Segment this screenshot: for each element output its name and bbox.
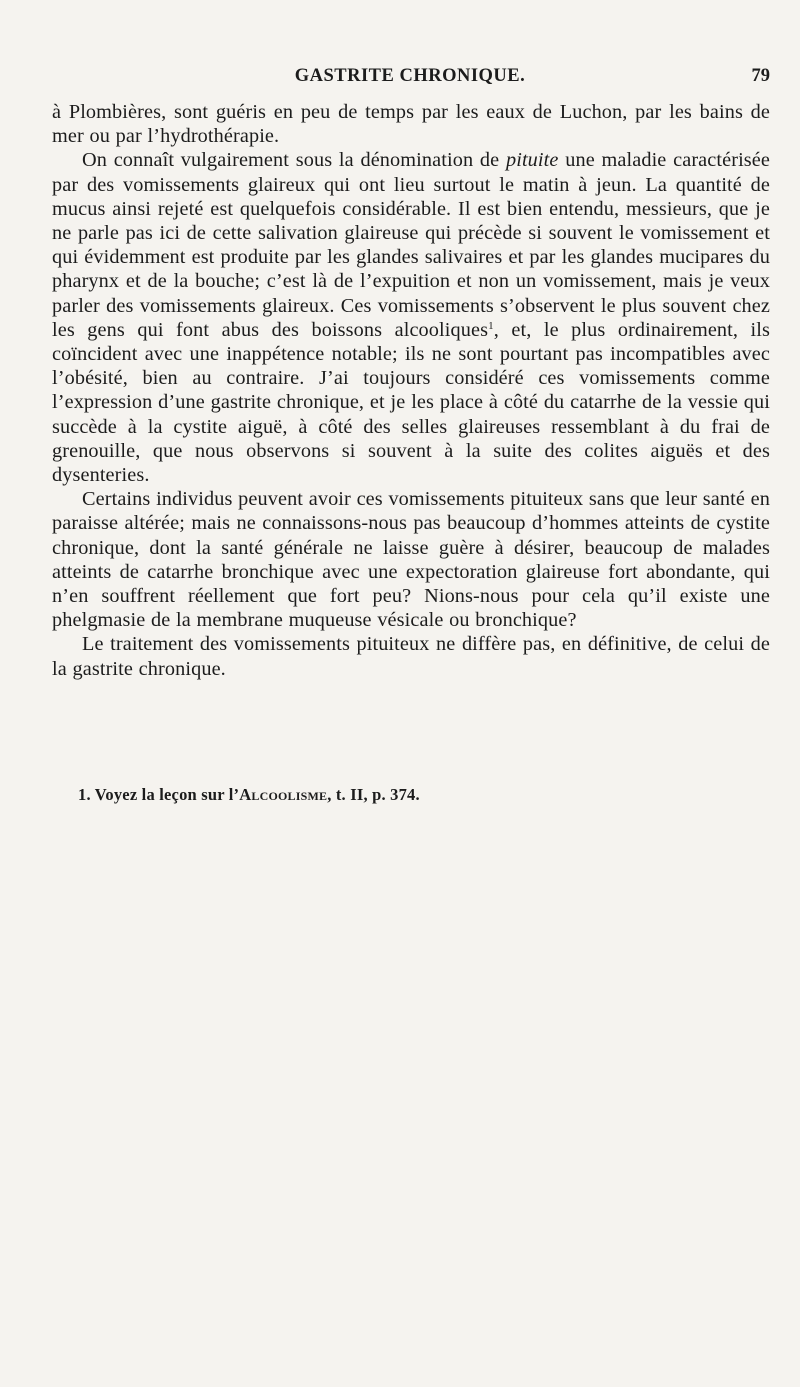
footnote-reference[interactable]: 1: [488, 319, 494, 332]
paragraph-text: Certains individus peuvent avoir ces vomissements pituiteux sans que leur santé en paraisse altérée; mais ne connaissons-nous pas beaucoup d’hommes atteints de cystite chronique, dont la santé générale ne laisse guère à désirer, beaucoup de malades atteints de catarrhe bronchique avec une expectoration glaireuse fort abondante, qui n’en souffrent réellement que fort peu? Nions-nous pour cela qu’il existe une phelgmasie de la membrane muqueuse vésicale ou bronchique?: [52, 488, 770, 632]
body-text: [52, 100, 770, 681]
paragraph-text: , et, le plus ordinairement, ils coïncident avec une inappétence notable; ils ne sont pourtant pas incompatibles avec l’obésité, bien au contraire. J’ai toujours considéré ces vomissements comme l’expression d’une gastrite chronique, et je les place à côté du catarrhe de la vessie qui succède à la cystite aiguë, à côté des selles glaireuses ressemblant à du frai de grenouille, que nous observons si souvent à la suite des colites aiguës et des dysenteries.: [52, 318, 771, 487]
paragraph-text: une maladie caractérisée par des vomissements glaireux qui ont lieu surtout le matin à jeun. La quantité de mucus ainsi rejeté est quelquefois considérable. Il est bien entendu, messieurs, que je ne parle pas ici de cette salivation glaireuse qui précède si souvent le vomissement et qui évidemment est produite par les glandes salivaires et par les glandes mucipares du pharynx et de la bouche; c’est là de l’expuition et non un vomissement, mais je veux parler des vomissements glaireux. Ces vomissements s’observent le plus souvent chez les gens qui font abus des boissons alcooliques: [52, 149, 770, 341]
italic-term: pituite: [505, 149, 559, 172]
paragraph-certains-individus: [52, 487, 770, 632]
paragraph-text: Le traitement des vomissements pituiteux ne diffère pas, en définitive, de celui de la gastrite chronique.: [52, 633, 770, 680]
paragraph-text: à Plombières, sont guéris en peu de temps par les eaux de Luchon, par les bains de mer ou par l’hydrothérapie.: [52, 101, 770, 148]
paragraph-traitement: [52, 632, 770, 680]
footnote-text: Voyez la leçon sur l’: [90, 785, 240, 804]
paragraph-text: On connaît vulgairement sous la dénomination de: [82, 149, 506, 172]
footnote: [78, 785, 758, 805]
footnote-small-caps: Alcoolisme: [239, 785, 328, 804]
footnote-number: 1.: [78, 785, 91, 804]
running-head: [50, 66, 770, 96]
running-title: GASTRITE CHRONIQUE.: [294, 66, 526, 86]
page-number: 79: [751, 66, 770, 86]
paragraph-continuation: [52, 100, 770, 148]
paragraph-pituite: [52, 148, 770, 487]
footnote-text: , t. II, p. 374.: [327, 785, 420, 804]
